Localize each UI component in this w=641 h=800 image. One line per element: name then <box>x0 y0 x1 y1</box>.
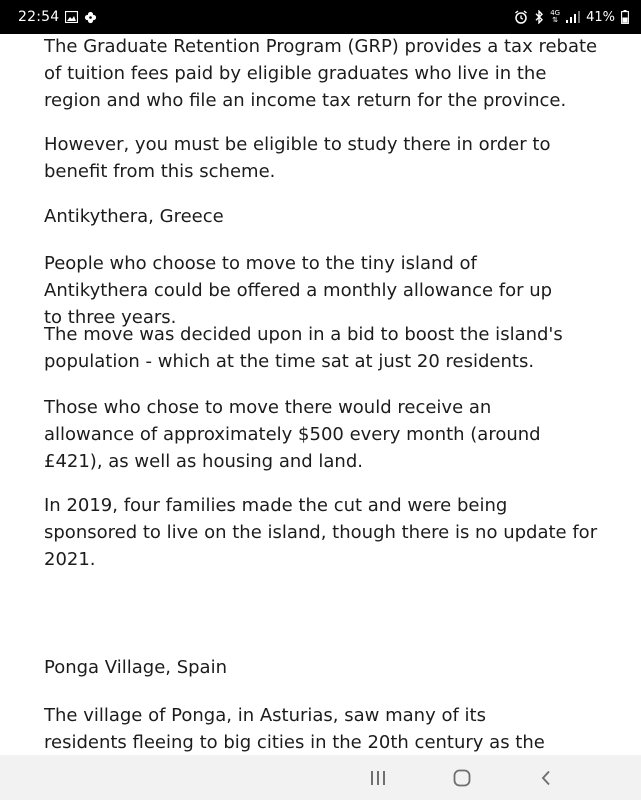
alarm-icon <box>514 10 528 24</box>
signal-icon <box>566 11 580 23</box>
status-bar <box>0 0 641 34</box>
network-type-label: 4G <box>550 9 561 17</box>
recents-icon <box>370 770 386 786</box>
navigation-bar <box>0 755 641 800</box>
back-button[interactable] <box>526 763 566 793</box>
paragraph-antikythera-allowance: Those who chose to move there would receive an allowance of approximately $500 every month (around £421), as well as housing and land. <box>44 397 541 472</box>
heading-ponga: Ponga Village, Spain <box>44 657 227 678</box>
status-right <box>514 10 629 25</box>
status-time: 22:54 <box>18 9 60 25</box>
heading-antikythera: Antikythera, Greece <box>44 206 224 227</box>
paragraph-ponga-intro: The village of Ponga, in Asturias, saw many of its residents fleeing to big cities in the 20th century as the <box>44 705 545 753</box>
battery-percent: 41% <box>586 9 615 25</box>
paragraph-antikythera-2019: In 2019, four families made the cut and were being sponsored to live on the island, though there is no update for 2021. <box>44 495 598 570</box>
pinwheel-icon <box>84 11 97 24</box>
paragraph-antikythera-population: The move was decided upon in a bid to boost the island's population - which at the time sat at just 20 residents. <box>44 324 563 372</box>
home-icon <box>453 769 471 787</box>
battery-icon <box>621 10 629 24</box>
home-button[interactable] <box>442 763 482 793</box>
network-activity-arrows: ⇅ <box>552 16 559 24</box>
bluetooth-icon <box>534 10 544 24</box>
image-icon <box>65 11 78 23</box>
paragraph-eligibility: However, you must be eligible to study there in order to benefit from this scheme. <box>44 134 551 182</box>
recents-button[interactable] <box>358 763 398 793</box>
paragraph-antikythera-intro: People who choose to move to the tiny island of Antikythera could be offered a monthly allowance for up to three years. <box>44 253 553 328</box>
back-icon <box>540 770 552 786</box>
paragraph-grp: The Graduate Retention Program (GRP) provides a tax rebate of tuition fees paid by eligible graduates who live in the region and who file an income tax return for the province. <box>44 36 598 111</box>
network-4g-icon <box>550 10 560 24</box>
status-left <box>18 9 97 25</box>
